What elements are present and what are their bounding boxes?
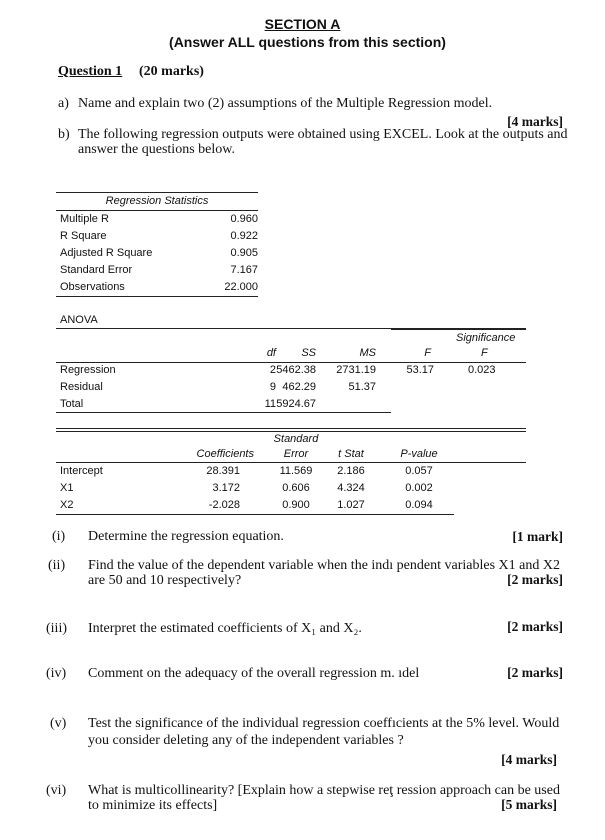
coef-row-label: X2	[60, 499, 74, 511]
regression-statistics-title: Regression Statistics	[56, 192, 258, 211]
question-number: (iii)	[46, 621, 67, 636]
divider	[56, 428, 526, 429]
question-number: (vi)	[46, 783, 67, 798]
coef-cell: 28.391	[206, 465, 240, 477]
stat-label: Multiple R	[60, 213, 109, 225]
anova-header-sig1: Significance	[456, 332, 516, 344]
table-row	[56, 262, 258, 279]
question-text-cont: to minimize its effects]	[88, 798, 218, 813]
part-a-text: Name and explain two (2) assumptions of the Multiple Regression model.	[78, 96, 493, 111]
anova-cell: 2	[269, 364, 276, 376]
anova-header-sig2: F	[481, 347, 488, 359]
stat-label: Observations	[60, 281, 125, 293]
coef-header-coef: Coefficients	[196, 448, 254, 460]
coef-cell: 0.002	[405, 482, 433, 494]
question-text-cont: are 50 and 10 respectively?	[88, 573, 242, 588]
section-instruction: (Answer ALL questions from this section)	[169, 34, 446, 50]
part-a-marks: [4 marks]	[507, 114, 563, 129]
coef-cell: 0.057	[405, 465, 433, 477]
coef-header-se1: Standard	[273, 433, 319, 445]
question-number: (v)	[50, 716, 67, 731]
question-number: (iv)	[46, 666, 67, 681]
table-row	[56, 211, 258, 228]
question-marks: [5 marks]	[501, 797, 557, 812]
coef-header-se2: Error	[283, 448, 309, 460]
question-number: (i)	[52, 529, 66, 544]
coef-cell: 0.900	[282, 499, 310, 511]
stat-value: 7.167	[230, 264, 258, 276]
stat-value: 22.000	[224, 281, 258, 293]
anova-header-ss: SS	[301, 347, 316, 359]
question-text: Determine the regression equation.	[88, 529, 284, 544]
anova-cell: 11	[264, 398, 276, 410]
anova-cell: 51.37	[348, 381, 376, 393]
coef-header-t: t Stat	[338, 448, 364, 460]
part-a-label: a)	[58, 96, 69, 111]
question-marks: [2 marks]	[507, 665, 563, 680]
section-title: SECTION A	[264, 16, 341, 32]
anova-cell: 5462.38	[276, 364, 316, 376]
question-number: (ii)	[48, 558, 66, 573]
question-marks: [4 marks]	[501, 752, 557, 767]
divider	[56, 462, 526, 463]
question-marks: (20 marks)	[139, 64, 204, 79]
divider	[391, 329, 526, 330]
stat-value: 0.922	[230, 230, 258, 242]
coef-cell: 0.094	[405, 499, 433, 511]
question-marks: [2 marks]	[507, 619, 563, 634]
part-b-line2: answer the questions below.	[78, 142, 235, 157]
coef-cell: -2.028	[208, 499, 240, 511]
question-text: Interpret the estimated coefficients of X₁ and X₂.	[88, 621, 362, 636]
divider	[56, 412, 391, 413]
stat-value: 0.960	[230, 213, 258, 225]
part-b-line1: The following regression outputs were obtained using EXCEL. Look at the outputs and	[78, 127, 568, 142]
question-text: Test the significance of the individual regression coeffıcients at the 5% level. Would	[88, 716, 560, 731]
table-row	[56, 245, 258, 262]
anova-header-df: df	[266, 347, 276, 359]
anova-cell: 2731.19	[336, 364, 376, 376]
stat-value: 0.905	[230, 247, 258, 259]
divider	[56, 514, 454, 515]
question-text: Find the value of the dependent variable when the indı pendent variables X1 and X2	[88, 558, 560, 573]
divider	[56, 431, 526, 432]
anova-cell: 462.29	[282, 381, 316, 393]
question-marks: [2 marks]	[507, 572, 563, 587]
stat-label: Adjusted R Square	[60, 247, 153, 259]
question-label: Question 1	[58, 64, 123, 79]
anova-title: ANOVA	[60, 314, 98, 326]
anova-row-label: Residual	[60, 381, 103, 393]
divider	[56, 362, 526, 363]
regression-statistics-table	[56, 190, 258, 297]
anova-header-ms: MS	[359, 347, 376, 359]
stat-label: Standard Error	[60, 264, 133, 276]
coef-header-p: P-value	[400, 448, 438, 460]
coef-cell: 1.027	[337, 499, 365, 511]
question-marks: [1 mark]	[512, 529, 563, 544]
table-row	[56, 228, 258, 245]
part-b-label: b)	[58, 127, 70, 142]
coef-cell: 11.569	[279, 465, 313, 477]
anova-cell: 5924.67	[276, 398, 316, 410]
coef-row-label: X1	[60, 482, 74, 494]
table-row	[56, 279, 258, 297]
coef-cell: 2.186	[337, 465, 365, 477]
anova-cell: 9	[269, 381, 276, 393]
anova-row-label: Regression	[60, 364, 116, 376]
question-text-cont: you consider deleting any of the independent variables ?	[88, 733, 404, 748]
coef-cell: 3.172	[212, 482, 240, 494]
coef-cell: 4.324	[337, 482, 365, 494]
anova-row-label: Total	[60, 398, 84, 410]
coef-cell: 0.606	[282, 482, 310, 494]
coef-row-label: Intercept	[60, 465, 103, 477]
question-text: Comment on the adequacy of the overall regression m. ıdel	[88, 666, 420, 681]
anova-cell: 0.023	[468, 364, 496, 376]
stat-label: R Square	[60, 230, 107, 242]
coefficients-table	[56, 428, 526, 518]
anova-table	[56, 314, 526, 414]
question-text: What is multicollinearity? [Explain how a stepwise reţ ression approach can be used	[88, 783, 560, 798]
anova-cell: 53.17	[406, 364, 434, 376]
anova-header-f: F	[424, 347, 431, 359]
